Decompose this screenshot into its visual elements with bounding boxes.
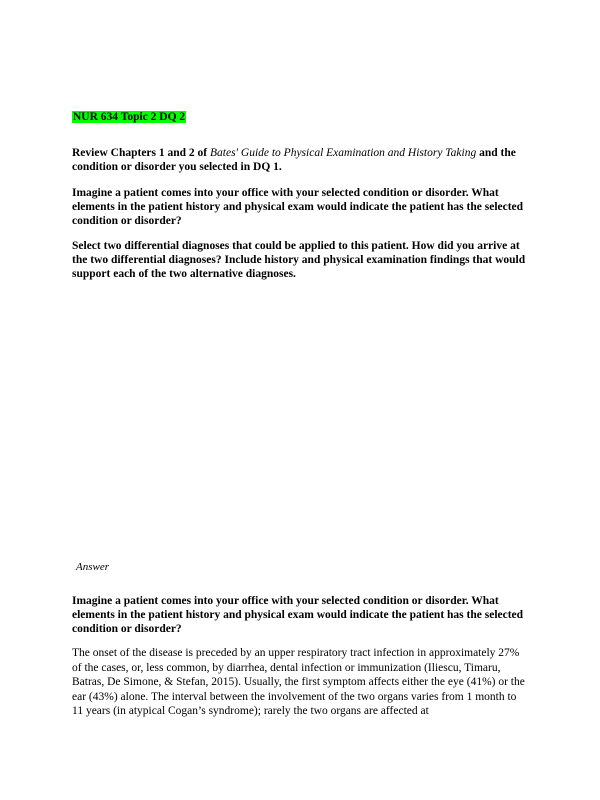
document-heading xyxy=(72,110,186,124)
question-patient-elements: Imagine a patient comes into your office with your selected condition or disorder. What elements in the patient history and physical exam would indicate the patient has the selected condition or disorder? xyxy=(72,187,524,227)
question1-prefix: Review Chapters 1 and 2 of xyxy=(72,147,210,159)
book-title: Bates' Guide to Physical Examination and History Taking xyxy=(210,147,477,159)
answer-question: Imagine a patient comes into your office with your selected condition or disorder. What elements in the patient history and physical exam would indicate the patient has the selected condition or disorder? xyxy=(72,595,524,635)
question-differential-diagnoses: Select two differential diagnoses that could be applied to this patient. How did you arrive at the two differential diagnoses? Include history and physical examination findings that would support each of the two alternative diagnoses. xyxy=(72,240,526,280)
question-review-chapters xyxy=(72,146,528,174)
question1-suffix: and the condition or disorder you selected in DQ 1. xyxy=(72,147,516,173)
answer-body: The onset of the disease is preceded by an upper respiratory tract infection in approximately 27% of the cases, or, less common, by diarrhea, dental infection or immunization (Iliescu, Timaru, Batras, De Simone, & Stefan, 2015). Usually, the first symptom affects either the eye (41%) or the ear (43%) alone. The interval between the involvement of the two organs varies from 1 month to 11 years (in atypical Cogan’s syndrome); rarely the two organs are affected at xyxy=(72,647,525,717)
highlighted-heading: NUR 634 Topic 2 DQ 2 xyxy=(73,111,186,123)
answer-label: Answer xyxy=(76,561,109,573)
